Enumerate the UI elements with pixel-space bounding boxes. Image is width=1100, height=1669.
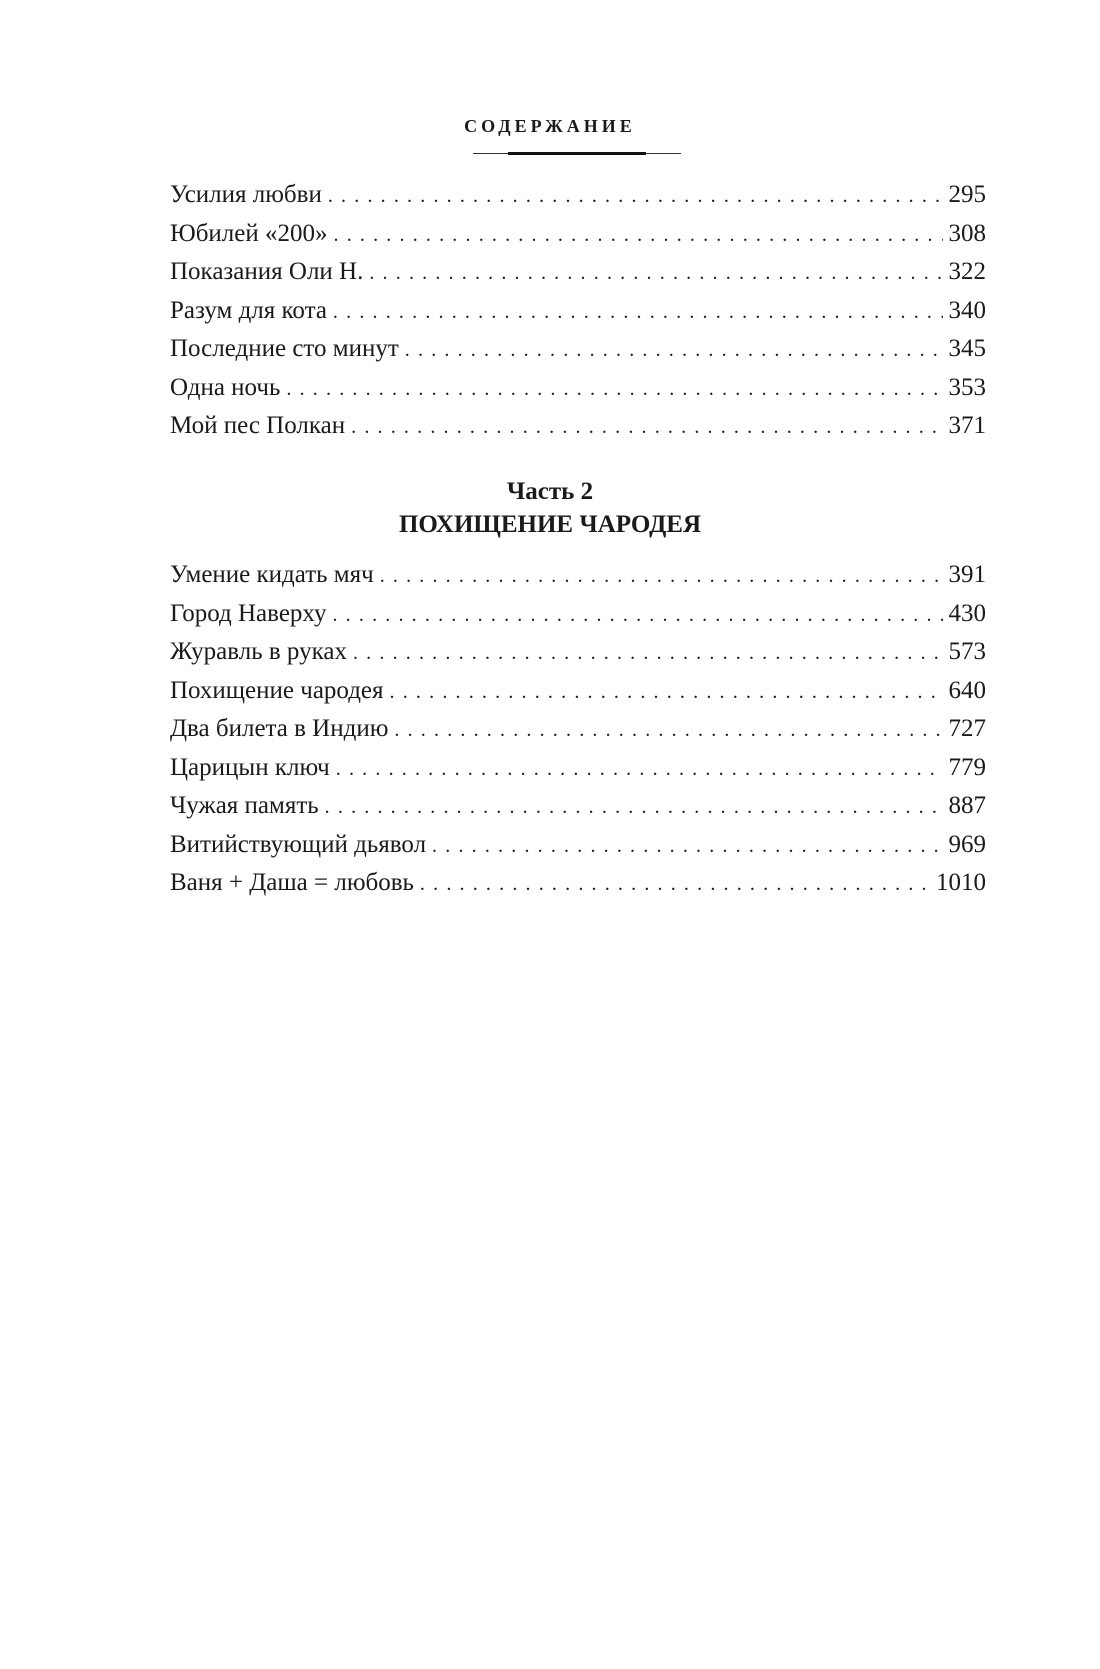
toc-entry-page: 371 [948, 412, 986, 439]
toc-entry [170, 749, 986, 788]
toc-list-part2 [170, 556, 986, 903]
toc-dot-leader [328, 177, 943, 216]
toc-entry [170, 330, 986, 369]
toc-entry-title: Показания Оли Н. [170, 258, 364, 285]
toc-entry [170, 215, 986, 254]
toc-entry-title: Два билета в Индию [170, 715, 389, 742]
toc-entry-title: Одна ночь [170, 373, 281, 401]
toc-entry-title: Царицын ключ [170, 753, 330, 781]
toc-dot-leader [332, 596, 942, 635]
toc-dot-leader [390, 673, 943, 712]
toc-dot-leader [420, 865, 930, 904]
toc-entry [170, 787, 986, 826]
toc-entry-title: Ваня + Даша = любовь [170, 869, 414, 896]
toc-entry [170, 253, 986, 292]
toc-entry-title: Юбилей «200» [170, 219, 328, 247]
toc-entry-page: 430 [948, 599, 986, 627]
toc-entry-title: Последние сто минут [170, 335, 399, 362]
toc-entry-title: Витийствующий дьявол [170, 830, 427, 858]
running-head: СОДЕРЖАНИЕ [464, 116, 636, 136]
toc-dot-leader [394, 711, 942, 750]
toc-dot-leader [405, 331, 943, 370]
toc-dot-leader [353, 634, 943, 673]
part-number: Часть 2 [506, 478, 594, 505]
part-heading [0, 476, 1100, 542]
toc-entry-page: 969 [948, 830, 986, 858]
running-head-rule-accent [508, 152, 646, 155]
toc-entry [170, 595, 986, 634]
toc-dot-leader [333, 293, 943, 332]
toc-dot-leader [369, 254, 942, 293]
toc-dot-leader [334, 216, 943, 255]
toc-entry-page: 640 [948, 676, 986, 704]
toc-entry-title: Похищение чародея [170, 676, 384, 704]
toc-entry-page: 322 [948, 258, 986, 285]
toc-dot-leader [380, 557, 943, 596]
toc-entry-page: 308 [948, 219, 986, 247]
toc-entry-page: 353 [948, 373, 986, 401]
toc-entry-title: Чужая память [170, 792, 319, 819]
toc-entry-title: Мой пес Полкан [170, 412, 346, 439]
toc-entry [170, 556, 986, 595]
toc-entry-title: Разум для кота [170, 296, 327, 324]
toc-dot-leader [325, 788, 943, 827]
toc-dot-leader [351, 408, 942, 447]
toc-entry [170, 369, 986, 408]
toc-entry [170, 672, 986, 711]
part-title: ПОХИЩЕНИЕ ЧАРОДЕЯ [398, 511, 702, 538]
toc-entry-page: 887 [948, 792, 986, 819]
toc-entry-page: 573 [948, 638, 986, 665]
toc-entry-page: 779 [948, 753, 986, 781]
toc-entry-page: 391 [948, 561, 986, 588]
toc-entry [170, 407, 986, 446]
toc-entry-title: Журавль в руках [170, 638, 347, 665]
toc-dot-leader [432, 827, 942, 866]
toc-dot-leader [286, 370, 942, 409]
toc-entry-title: Город Наверху [170, 599, 327, 627]
toc-dot-leader [336, 750, 943, 789]
toc-entry [170, 633, 986, 672]
toc-entry [170, 826, 986, 865]
toc-entry-page: 295 [948, 181, 986, 208]
toc-entry-title: Усилия любви [170, 181, 322, 208]
toc-entry-page: 727 [948, 715, 986, 742]
toc-entry [170, 292, 986, 331]
toc-list-part1 [170, 176, 986, 446]
toc-entry [170, 710, 986, 749]
toc-entry [170, 176, 986, 215]
toc-entry-page: 1010 [936, 869, 986, 896]
toc-entry-page: 345 [948, 335, 986, 362]
toc-entry-title: Умение кидать мяч [170, 561, 374, 588]
toc-entry [170, 864, 986, 903]
toc-entry-page: 340 [948, 296, 986, 324]
